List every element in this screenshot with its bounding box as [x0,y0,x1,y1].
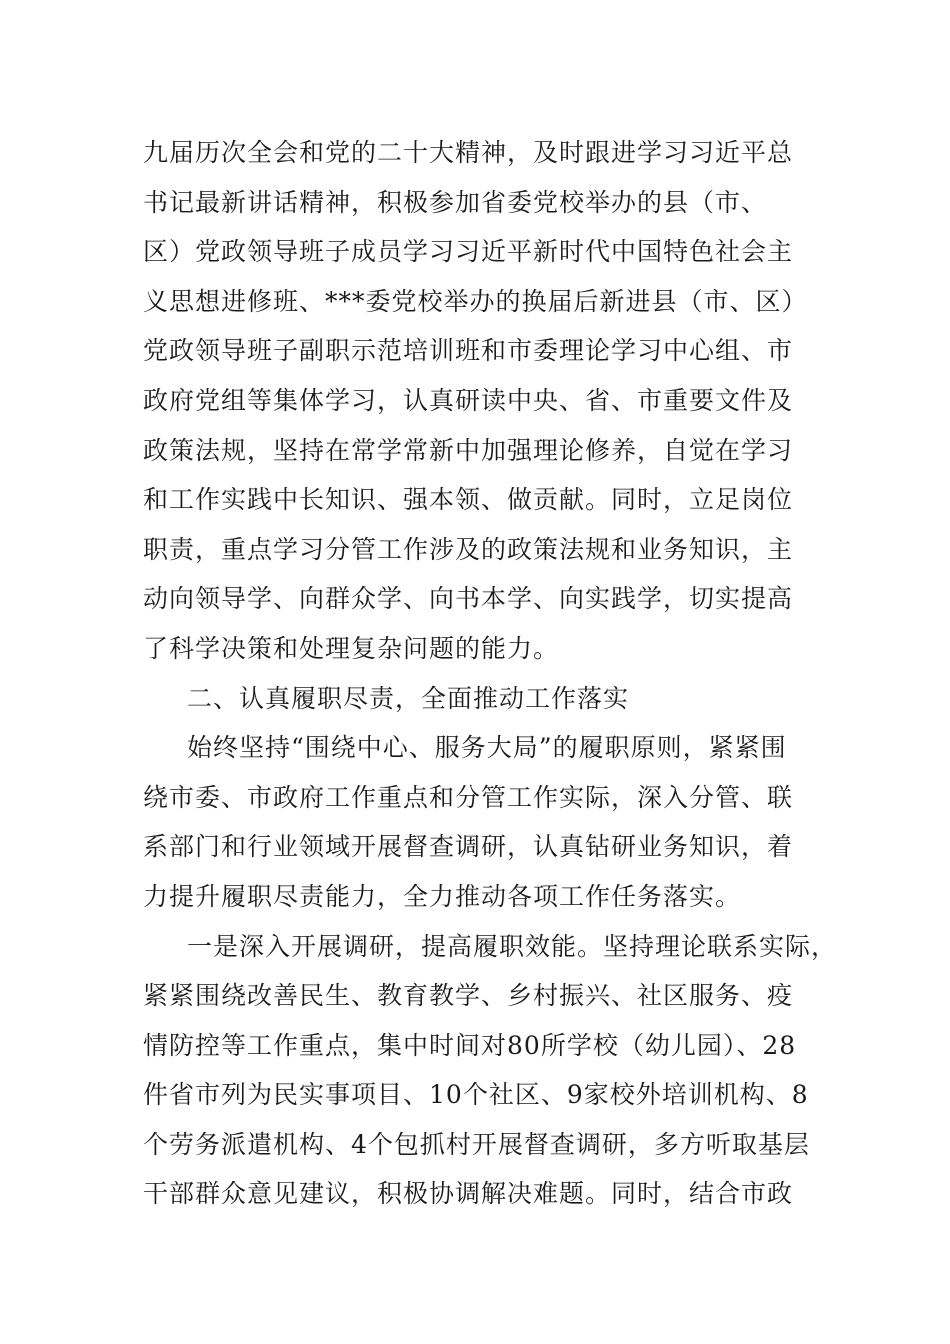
text-line: 了科学决策和处理复杂问题的能力。 [143,633,560,663]
text-line: 党政领导班子副职示范培训班和市委理论学习中心组、市 [143,336,794,366]
text-line: 政府党组等集体学习，认真研读中央、省、市重要文件及 [143,385,794,415]
text-line: 系部门和行业领域开展督查调研，认真钻研业务知识，着 [143,832,794,862]
text-line: 书记最新讲话精神，积极参加省委党校举办的县（市、 [143,187,768,217]
text-line: 绕市委、市政府工作重点和分管工作实际，深入分管、联 [143,782,794,812]
text-line: 和工作实践中长知识、强本领、做贡献。同时，立足岗位 [143,485,794,515]
text-line: 职责，重点学习分管工作涉及的政策法规和业务知识，主 [143,534,794,564]
text-line: 一是深入开展调研，提高履职效能。坚持理论联系实际， [187,931,838,961]
text-line: 义思想进修班、***委党校举办的换届后新进县（市、区） [143,286,808,316]
section-heading: 二、认真履职尽责，全面推动工作落实 [187,683,630,713]
text-line: 干部群众意见建议，积极协调解决难题。同时，结合市政 [143,1179,794,1209]
text-line: 区）党政领导班子成员学习习近平新时代中国特色社会主 [143,237,794,267]
text-line: 个劳务派遣机构、4个包抓村开展督查调研，多方听取基层 [143,1129,810,1159]
document-body [143,128,838,1219]
text-line: 政策法规，坚持在常学常新中加强理论修养，自觉在学习 [143,435,794,465]
text-line: 始终坚持“围绕中心、服务大局”的履职原则，紧紧围 [187,733,787,763]
text-line: 动向领导学、向群众学、向书本学、向实践学，切实提高 [143,584,794,614]
text-line: 力提升履职尽责能力，全力推动各项工作任务落实。 [143,881,742,911]
text-line: 紧紧围绕改善民生、教育教学、乡村振兴、社区服务、疫 [143,981,794,1011]
text-line: 情防控等工作重点，集中时间对80所学校（幼儿园）、28 [143,1030,797,1060]
text-line: 九届历次全会和党的二十大精神，及时跟进学习习近平总 [143,138,794,167]
text-line: 件省市列为民实事项目、10个社区、9家校外培训机构、8 [143,1080,809,1110]
